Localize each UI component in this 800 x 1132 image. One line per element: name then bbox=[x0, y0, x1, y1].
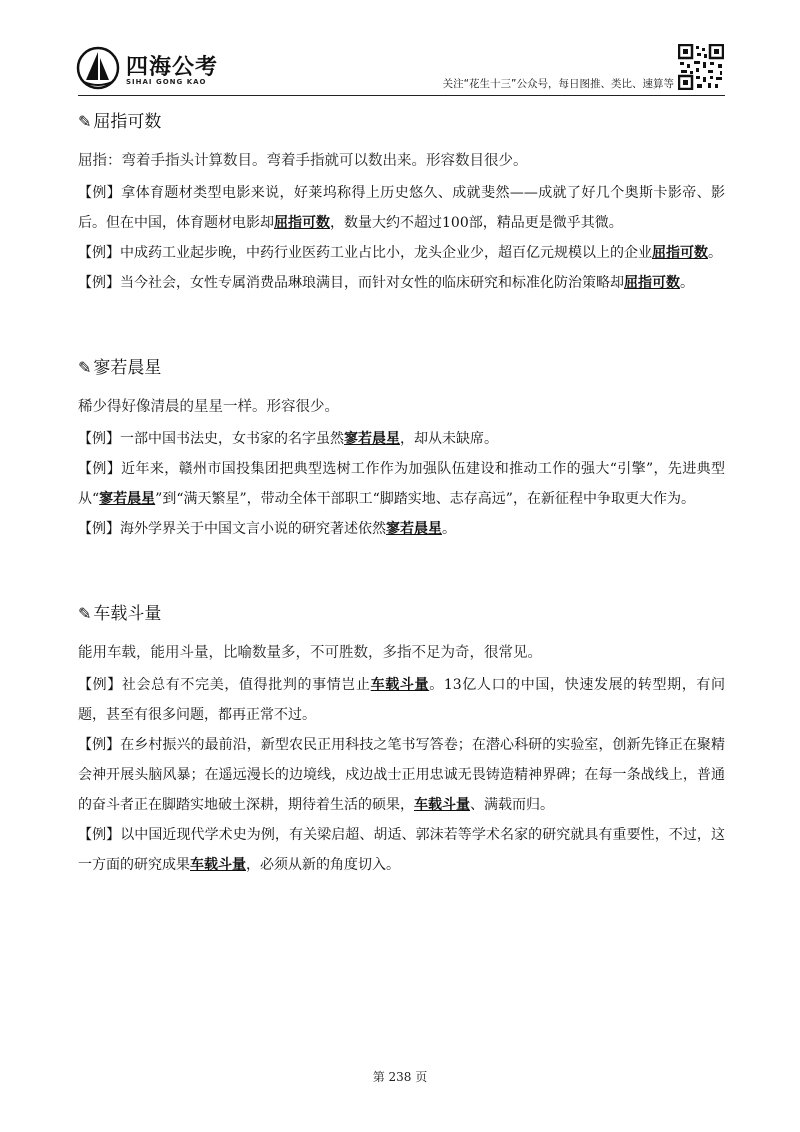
example-text: 以中国近现代学术史为例，有关梁启超、胡适、郭沫若等学术名家的研究就具有重要性，不过，这一方面的研究成果 bbox=[78, 827, 726, 873]
idiom-highlight: 车载斗量 bbox=[414, 797, 470, 813]
page-number: 第 238 页 bbox=[372, 1070, 428, 1084]
example-text: 社会总有不完美，值得批判的事情岂止 bbox=[121, 677, 371, 693]
example-paragraph bbox=[78, 268, 725, 298]
idiom-highlight: 屈指可数 bbox=[652, 245, 708, 261]
example-text: 一部中国书法史，女书家的名字虽然 bbox=[120, 431, 344, 447]
example-text: 近年来，赣州市国投集团把典型选树工作作为加强队伍建设和推动工作的强大“引擎”，先进典型从“ bbox=[78, 461, 726, 507]
entry-definition: 能用车载，能用斗量，比喻数量多，不可胜数，多指不足为奇，很常见。 bbox=[78, 645, 542, 661]
entry-title-text: 屈指可数 bbox=[93, 112, 162, 132]
example-text: 。13亿人口的中国，快速发展的转型期，有问题，甚至有很多问题，都再正常不过。 bbox=[78, 677, 726, 723]
example-text: ，数量大约不超过100部，精品更是微乎其微。 bbox=[330, 215, 623, 231]
example-text: ”到“满天繁星”，带动全体干部职工“脚踏实地、志存高远”，在新征程中争取更大作为。 bbox=[155, 491, 695, 507]
entry-title bbox=[78, 600, 725, 628]
example-label: 【例】 bbox=[78, 431, 120, 447]
example-paragraph bbox=[78, 454, 725, 514]
example-label: 【例】 bbox=[78, 185, 122, 201]
idiom-highlight: 车载斗量 bbox=[190, 857, 246, 873]
idiom-highlight: 寥若晨星 bbox=[99, 491, 156, 507]
example-paragraph bbox=[78, 514, 725, 544]
example-label: 【例】 bbox=[78, 275, 120, 291]
idiom-highlight: 屈指可数 bbox=[274, 215, 330, 231]
entry-1 bbox=[78, 108, 725, 298]
header-slogan: 关注“花生十三”公众号，每日图推、类比、速算等 bbox=[442, 78, 674, 90]
idiom-highlight: 车载斗量 bbox=[370, 677, 430, 693]
idiom-highlight: 屈指可数 bbox=[624, 275, 680, 291]
example-paragraph bbox=[78, 424, 725, 454]
example-text: 。 bbox=[680, 275, 694, 291]
example-paragraph bbox=[78, 820, 725, 880]
entry-title bbox=[78, 108, 725, 136]
qr-code-icon bbox=[678, 44, 724, 90]
example-text: ，必须从新的角度切入。 bbox=[246, 857, 400, 873]
example-text: 、满载而归。 bbox=[470, 797, 554, 813]
example-label: 【例】 bbox=[78, 827, 121, 843]
example-label: 【例】 bbox=[78, 677, 122, 693]
idiom-highlight: 寥若晨星 bbox=[344, 431, 400, 447]
sailboat-logo-icon bbox=[76, 46, 120, 90]
entry-definition: 稀少得好像清晨的星星一样。形容很少。 bbox=[78, 399, 339, 415]
entry-title bbox=[78, 354, 725, 382]
header-divider bbox=[78, 95, 725, 96]
example-text: 海外学界关于中国文言小说的研究著述依然 bbox=[120, 521, 386, 537]
example-paragraph bbox=[78, 670, 725, 730]
example-text: 在乡村振兴的最前沿，新型农民正用科技之笔书写答卷；在潜心科研的实验室，创新先锋正在聚精会神开展头脑风暴；在遥远漫长的边境线，戍边战士正用忠诚无畏铸造精神界碑；在每一条战线上，普通的奋斗者正在脚踏实地破土深耕，期待着生活的硕果， bbox=[78, 737, 726, 813]
pencil-icon: ✎ bbox=[78, 358, 92, 377]
logo-subtitle: SIHAI GONG KAO bbox=[126, 78, 207, 86]
pencil-icon: ✎ bbox=[78, 112, 92, 131]
example-label: 【例】 bbox=[78, 737, 121, 753]
document-body bbox=[78, 102, 725, 880]
example-text: 拿体育题材类型电影来说，好莱坞称得上历史悠久、成就斐然——成就了好几个奥斯卡影帝、影后。但在中国，体育题材电影却 bbox=[78, 185, 725, 231]
example-paragraph bbox=[78, 238, 725, 268]
example-text: 。 bbox=[708, 245, 722, 261]
example-label: 【例】 bbox=[78, 521, 120, 537]
page-header bbox=[70, 36, 732, 98]
example-label: 【例】 bbox=[78, 461, 122, 477]
example-text: 当今社会，女性专属消费品琳琅满目，而针对女性的临床研究和标准化防治策略却 bbox=[120, 275, 624, 291]
example-paragraph bbox=[78, 178, 725, 238]
pencil-icon: ✎ bbox=[78, 604, 92, 623]
example-text: 。 bbox=[442, 521, 456, 537]
entry-title-text: 车载斗量 bbox=[93, 604, 162, 624]
entry-2 bbox=[78, 354, 725, 544]
example-paragraph bbox=[78, 730, 725, 820]
idiom-highlight: 寥若晨星 bbox=[386, 521, 442, 537]
logo-title: 四海公考 bbox=[126, 55, 219, 80]
example-text: 中成药工业起步晚，中药行业医药工业占比小，龙头企业少，超百亿元规模以上的企业 bbox=[120, 245, 652, 261]
entry-title-text: 寥若晨星 bbox=[93, 358, 162, 378]
entry-3 bbox=[78, 600, 725, 880]
entry-definition: 屈指：弯着手指头计算数目。弯着手指就可以数出来。形容数目很少。 bbox=[78, 153, 528, 169]
example-text: ，却从未缺席。 bbox=[400, 431, 498, 447]
example-label: 【例】 bbox=[78, 245, 120, 261]
